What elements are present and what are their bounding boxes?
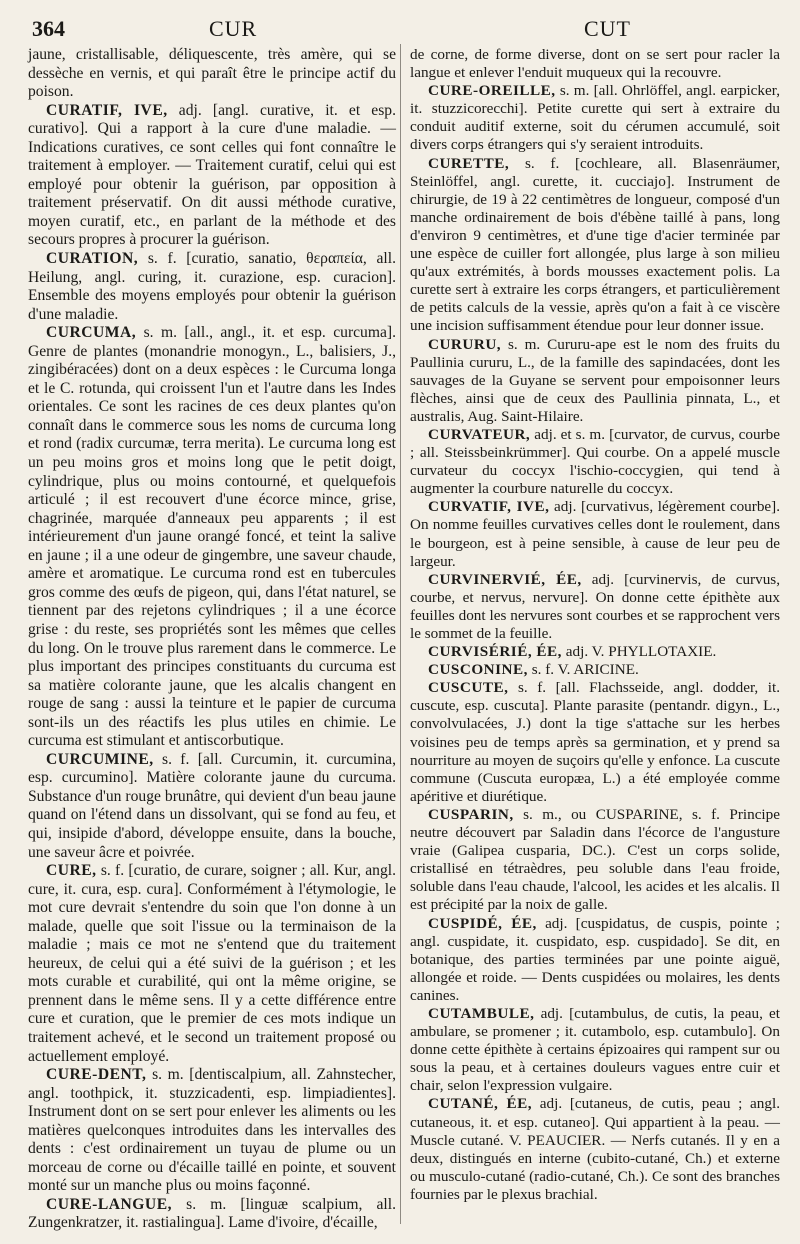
entry-continuation [28,46,396,102]
dictionary-entry [28,250,396,324]
dictionary-entry [410,155,780,336]
entry-text: s. f. [cochleare, all. Blasenräumer, Steinlöffel, angl. curette, it. cucciajo]. Instrument de chirurgie, de 19 à 22 centimètres de longueur, composé d'un manche ordinairement de bois d'ébène taillé à pans, long d'environ 9 centimètres, et d'une tige d'acier terminée par une espèce de cuiller fort allongée, plus large à son milieu qu'aux extrémités, à bords mousses exactement polis. La curette sert à extraire les corps étrangers, et particulièrement de petits calculs de la vessie, après qu'on a fait à ce viscère une incision suffisamment étendue pour leur donner issue. [410,154,780,335]
dictionary-entry [410,498,780,570]
entry-text: adj. [curvativus, légèrement courbe]. On nomme feuilles curvatives celles dont le roulement, dans le bourgeon, est à peine sensible, à cause de leur peu de largeur. [410,498,781,570]
entry-text: s. m. [all., angl., it. et esp. curcuma]. Genre de plantes (monandrie monogyn., L., balisiers, J., zingibéracées) dont on a deux espèces : le Curcuma longa et le C. rotunda, qui croissent l'un et l'autre dans les Indes orientales. Ce sont les racines de ces deux plantes qu'on connaît dans le commerce sous les noms de curcuma long et rond (radix curcumæ, terra merita). Le curcuma long est un peu moins gros et moins long que le petit doigt, cylindrique, plus ou moins contourné, et quelquefois articulé ; il est recouvert d'une écorce mince, grise, chagrinée, marquée d'anneaux peu apparents ; il est intérieurement d'un jaune orangé foncé, et teint la salive en jaune ; il a une odeur de gingembre, une saveur chaude, amère et aromatique. Le curcuma rond est en tubercules gros comme des œufs de pigeon, qui, dans l'état naturel, se tiennent par des rejetons cylindriques ; il a une écorce grise : du reste, ses propriétés sont les mêmes que celles du long. On le trouve plus rarement dans le commerce. Le plus important des principes constituants du curcuma est sa matière colorante jaune, que les alcalis changent en rouge de sang : aussi la teinture et le papier de curcuma sont-ils un des réactifs les plus utiles en chimie. Le curcuma est stimulant et antiscorbutique. [28,324,396,750]
entry-text: de corne, de forme diverse, dont on se sert pour racler la langue et enlever l'enduit muqueux qui la recouvre. [410,46,780,82]
entry-headword: CURATIF, IVE, [46,101,168,119]
entry-text: adj. [cutaneus, de cutis, peau ; angl. cutaneous, it. et esp. cutaneo]. Qui appartient à la peau. — Muscle cutané. V. PEAUCIER. — Nerfs cutanés. Il y en a deux, distingués en interne (cubito-cutané, Ch.) et externe ou musculo-cutané (radio-cutané, Ch.). Ce sont des branches fournies par le plexus brachial. [410,1095,781,1203]
entry-text: s. f. V. ARICINE. [531,661,639,679]
entry-text: s. f. [curatio, de curare, soigner ; all. Kur, angl. cure, it. cura, esp. cura]. Conformément à l'étymologie, le mot cure devrait s'entendre du soin que l'on donne à un malade, quelle que soit l'issue ou la terminaison de la maladie ; mais ce mot ne s'entend que du traitement heureux, de celui qui a été suivi de la guérison ; et les mots curable et curabilité, qui ont la même origine, se prennent dans le même sens. Il y a cette différence entre cure et curation, que le premier de ces mots indique un traitement achevé, et le second un traitement proposé ou actuellement employé. [28,862,396,1065]
entry-text: s. f. [all. Flachsseide, angl. dodder, it. cuscute, esp. cuscuta]. Plante parasite (pentandr. digyn., L., convolvulacées, J.) dont la tige s'attache sur les herbes voisines peu de temps après sa germination, et y prend sa nourriture au moyen de suçoirs qu'elle y enfonce. La cuscute commune (Cuscuta europæa, L.) a été employée comme apéritive et diurétique. [410,679,780,805]
entry-continuation [410,46,780,82]
entry-headword: CURE-OREILLE, [428,82,556,100]
dictionary-entry [28,324,396,751]
page-header [24,16,786,46]
entry-headword: CURE, [46,862,97,880]
entry-text: adj. et s. m. [curvator, de curvus, courbe ; all. Steissbeinkrümmer]. Qui courbe. On a appelé muscle curvateur du coccyx l'ischio-coccygien, qui tend à augmenter la courbure naturelle du coccyx. [410,425,780,498]
dictionary-entry [28,862,396,1066]
entry-headword: CUSPIDÉ, ÉE, [428,914,537,932]
entry-headword: CUSCONINE, [428,661,528,679]
column-divider [400,44,401,1224]
dictionary-entry [28,751,396,862]
entry-headword: CUSCUTE, [428,679,509,697]
entry-headword: CURVISÉRIÉ, ÉE, [428,643,562,661]
entry-headword: CURETTE, [428,154,510,172]
left-running-head: CUR [209,16,258,41]
dictionary-entry [410,679,780,806]
dictionary-entry [410,336,780,426]
entry-text: adj. V. PHYLLOTAXIE. [565,643,717,661]
entry-text: adj. [curvinervis, de curvus, courbe, et nervus, nervure]. On donne cette épithète aux feuilles dont les nervures sont courbes et se rapprochent vers le sommet de la feuille. [410,570,780,642]
dictionary-entry [410,426,780,498]
dictionary-entry [410,643,780,661]
entry-headword: CURURU, [428,335,502,353]
dictionary-entry [410,661,780,679]
entry-text: s. f. [curatio, sanatio, θεραπεία, all. Heilung, angl. curing, it. curazione, esp. curacion]. Ensemble des moyens employés pour obtenir la guérison d'une maladie. [28,250,396,323]
right-running-head: CUT [584,16,631,41]
page-number: 364 [32,16,65,41]
dictionary-entry [28,102,396,250]
entry-headword: CUTAMBULE, [428,1004,535,1022]
entry-headword: CURVATIF, IVE, [428,498,550,516]
entry-headword: CUTANÉ, ÉE, [428,1095,533,1113]
dictionary-entry [28,1066,396,1196]
entry-headword: CURATION, [46,250,139,268]
dictionary-entry [410,82,780,154]
entry-headword: CURE-DENT, [46,1066,147,1084]
entry-text: s. f. [all. Curcumin, it. curcumina, esp. curcumino]. Matière colorante jaune du curcuma. Substance d'un rouge brunâtre, qui devient d'un beau jaune quand on l'étend dans un dissolvant, qui se fond au feu, et qui, insipide d'abord, développe ensuite, dans la bouche, une saveur âcre et poivrée. [28,750,396,861]
entry-text: jaune, cristallisable, déliquescente, très amère, qui se dessèche en vernis, et qui paraît être le principe actif du poison. [28,46,396,101]
entry-text: adj. [cuspidatus, de cuspis, pointe ; angl. cuspidate, it. cuspidato, esp. cuspidado]. Se dit, en botanique, des parties terminées par une pointe aiguë, allongée et roide. — Dents cuspidées ou molaires, les dents canines. [410,914,780,1004]
entry-text: s. m. [dentiscalpium, all. Zahnstecher, angl. toothpick, it. stuzzicadenti, esp. limpiadientes]. Instrument dont on se sert pour enlever les aliments ou les matières quelconques introduites dans les intervalles des dents : c'est ordinairement un tuyau de plume ou un morceau de corne ou d'écaille taillé en pointe, et souvent monté sur un manche plus ou moins façonné. [28,1066,396,1195]
dictionary-entry [410,806,780,915]
dictionary-entry [410,571,780,643]
dictionary-entry [28,1196,396,1233]
entry-text: s. m. Cururu-ape est le nom des fruits du Paullinia cururu, L., de la famille des sapindacées, dont les sauvages de la Guyane se servent pour empoisonner leurs flèches, ainsi que de ceux des Paullinia pinnata, L., et australis, Aug. Saint-Hilaire. [410,335,780,425]
dictionary-entry [410,1005,780,1095]
entry-headword: CURCUMINE, [46,750,154,768]
right-column [410,46,780,1204]
left-column [28,46,396,1233]
entry-text: s. m. [all. Ohrlöffel, angl. earpicker, it. stuzzicorecchi]. Petite curette qui sert à extraire du conduit auditif externe, soit du cérumen accumulé, soit divers corps étrangers qui s'y seraient introduits. [410,82,780,154]
entry-headword: CUSPARIN, [428,805,514,823]
dictionary-entry [410,1095,780,1204]
entry-headword: CURVATEUR, [428,425,531,443]
entry-headword: CURVINERVIÉ, ÉE, [428,570,582,588]
entry-text: s. m. [linguæ scalpium, all. Zungenkratzer, it. rastialingua]. Lame d'ivoire, d'écaille, [28,1195,396,1232]
entry-text: s. m., ou CUSPARINE, s. f. Principe neutre découvert par Saladin dans l'écorce de l'angusture vraie (Galipea cusparia, DC.). C'est un corps solide, cristallisé en tétraèdres, peu soluble dans l'eau froide, soluble dans l'eau chaude, l'alcool, les acides et les alcalis. Il est précipité par la noix de galle. [410,805,780,914]
entry-text: adj. [cutambulus, de cutis, la peau, et ambulare, se promener ; it. cutambolo, esp. cutambulo]. On donne cette épithète à certains épizoaires qui rampent sur ou sous la peau, et à certaines douleurs vagues entre cuir et chair, selon l'expression vulgaire. [410,1004,780,1095]
entry-headword: CURE-LANGUE, [46,1195,172,1213]
entry-headword: CURCUMA, [46,324,137,342]
dictionary-entry [410,915,780,1005]
entry-text: adj. [angl. curative, it. et esp. curativo]. Qui a rapport à la cure d'une maladie. — Indications curatives, ce sont celles qui font connaître le traitement à employer. — Traitement curatif, celui qui est employé pour obtenir la guérison, par opposition à traitement préservatif. On dit aussi méthode curative, moyen curatif, etc., en parlant de la méthode et des secours propres à procurer la guérison. [28,101,396,249]
